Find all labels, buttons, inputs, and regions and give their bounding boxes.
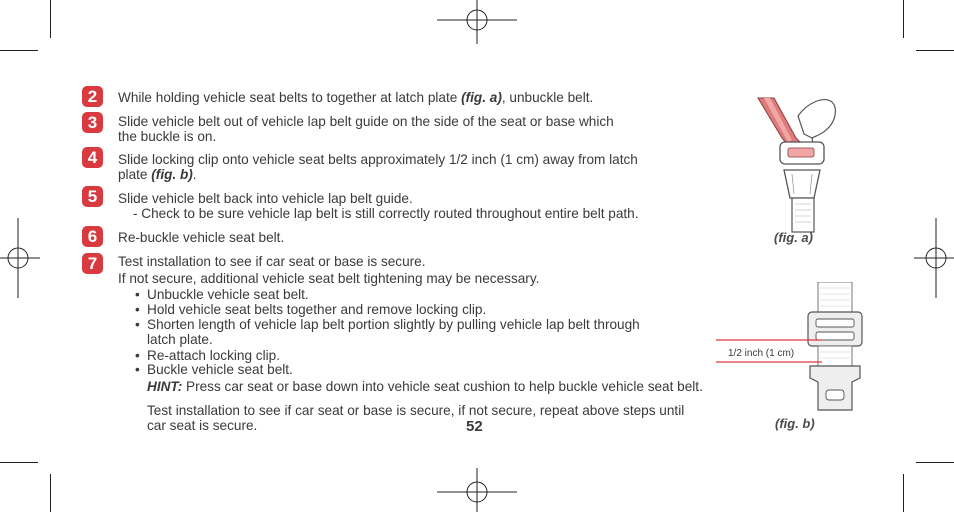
registration-mark-left: [0, 218, 40, 298]
fig-b-reference: (fig. b): [151, 167, 193, 182]
bullet-item: Shorten length of vehicle lap belt portion slightly by pulling vehicle lap belt through: [147, 317, 640, 332]
hint-label: HINT:: [147, 379, 183, 394]
step-2-text-after: , unbuckle belt.: [501, 90, 594, 105]
fig-a-reference: (fig. a): [461, 90, 502, 105]
step-4-line-1: Slide locking clip onto vehicle seat belts approximately 1/2 inch (1 cm) away from latch: [118, 152, 638, 167]
step-5-line-1: Slide vehicle belt back into vehicle lap belt guide.: [118, 191, 413, 206]
step-4-line-2-after: .: [192, 167, 197, 182]
registration-mark-top: [437, 0, 517, 44]
step-2-text-before: While holding vehicle seat belts to together at latch plate: [118, 90, 462, 105]
crop-mark: [50, 474, 51, 512]
crop-mark: [0, 462, 38, 463]
step-number-4: 4: [82, 147, 103, 168]
registration-mark-bottom: [437, 468, 517, 512]
bullet-item: Hold vehicle seat belts together and remove locking clip.: [147, 302, 487, 317]
crop-mark: [903, 0, 904, 38]
crop-mark: [0, 50, 38, 51]
step-7-line-2: If not secure, additional vehicle seat belt tightening may be necessary.: [118, 271, 540, 286]
fig-a-caption: (fig. a): [774, 230, 813, 245]
bullet-glyph: •: [135, 348, 140, 363]
crop-mark: [903, 474, 904, 512]
bullet-item: Unbuckle vehicle seat belt.: [147, 287, 309, 302]
registration-mark-right: [914, 218, 954, 298]
step-number-2: 2: [82, 86, 103, 107]
fig-b-caption: (fig. b): [775, 416, 815, 431]
crop-mark: [50, 0, 51, 38]
final-instruction-line-2: car seat is secure.: [147, 418, 258, 433]
bullet-glyph: •: [135, 317, 140, 332]
step-5-sub: - Check to be sure vehicle lap belt is still correctly routed throughout entire belt path.: [133, 206, 639, 221]
bullet-glyph: •: [135, 287, 140, 302]
step-4-line-2-before: plate: [118, 167, 152, 182]
step-7-line-1: Test installation to see if car seat or base is secure.: [118, 254, 426, 269]
hint-body: Press car seat or base down into vehicle seat cushion to help buckle vehicle seat belt.: [182, 379, 703, 394]
step-number-6: 6: [82, 226, 103, 247]
hint-text: [147, 379, 703, 394]
step-number-5: 5: [82, 186, 103, 207]
bullet-item-continued: latch plate.: [147, 332, 213, 347]
step-3-line-2: the buckle is on.: [118, 129, 217, 144]
measurement-label: 1/2 inch (1 cm): [728, 348, 795, 359]
fig-a-illustration: [752, 94, 842, 236]
bullet-item: Buckle vehicle seat belt.: [147, 362, 293, 377]
bullet-glyph: •: [135, 302, 140, 317]
step-number-3: 3: [82, 112, 103, 133]
step-4-line-2: [118, 167, 197, 182]
step-number-7: 7: [82, 253, 103, 274]
bullet-item: Re-attach locking clip.: [147, 348, 280, 363]
page-number: 52: [466, 418, 483, 435]
crop-mark: [916, 50, 954, 51]
step-6-text: Re-buckle vehicle seat belt.: [118, 230, 285, 245]
final-instruction-line-1: Test installation to see if car seat or base is secure, if not secure, repeat above steps until: [147, 403, 685, 418]
crop-mark: [916, 462, 954, 463]
step-3-line-1: Slide vehicle belt out of vehicle lap belt guide on the side of the seat or base which: [118, 114, 614, 129]
bullet-glyph: •: [135, 362, 140, 377]
step-2-text: [118, 90, 593, 105]
